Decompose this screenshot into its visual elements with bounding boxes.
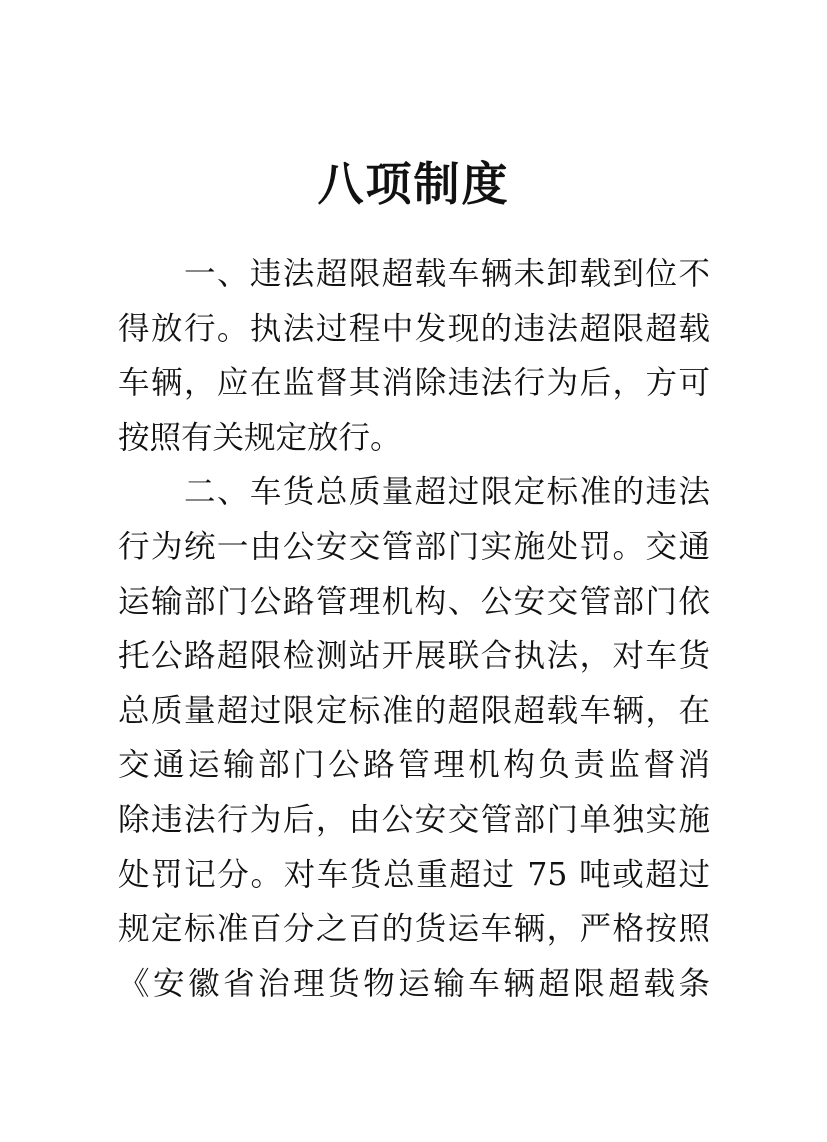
paragraph-2-line-10: 《安徽省治理货物运输车辆超限超载条	[118, 965, 710, 1002]
document-body	[118, 247, 710, 1011]
paragraph-1-line-4: 按照有关规定放行。	[118, 419, 402, 456]
paragraph-1-line-2: 得放行。执法过程中发现的违法超限超载	[118, 310, 710, 347]
paragraph-2-line-6: 交通运输部门公路管理机构负责监督消	[118, 747, 710, 784]
paragraph-2-line-7: 除违法行为后，由公安交管部门单独实施	[118, 801, 710, 838]
paragraph-1-line-3: 车辆，应在监督其消除违法行为后，方可	[118, 365, 710, 402]
paragraph-2-line-4: 托公路超限检测站开展联合执法，对车货	[118, 638, 710, 675]
paragraph-2-line-2: 行为统一由公安交管部门实施处罚。交通	[118, 528, 710, 565]
paragraph-2-line-1: 二、车货总质量超过限定标准的违法	[184, 474, 710, 511]
paragraph-2-line-3: 运输部门公路管理机构、公安交管部门依	[118, 583, 710, 620]
paragraph-2-line-9: 规定标准百分之百的货运车辆，严格按照	[118, 911, 710, 948]
paragraph-2-line-5: 总质量超过限定标准的超限超载车辆，在	[118, 692, 710, 729]
paragraph-2-line-8: 处罚记分。对车货总重超过 75 吨或超过	[118, 856, 710, 893]
paragraph-1-line-1: 一、违法超限超载车辆未卸载到位不	[184, 256, 710, 292]
document-title: 八项制度	[317, 157, 510, 211]
